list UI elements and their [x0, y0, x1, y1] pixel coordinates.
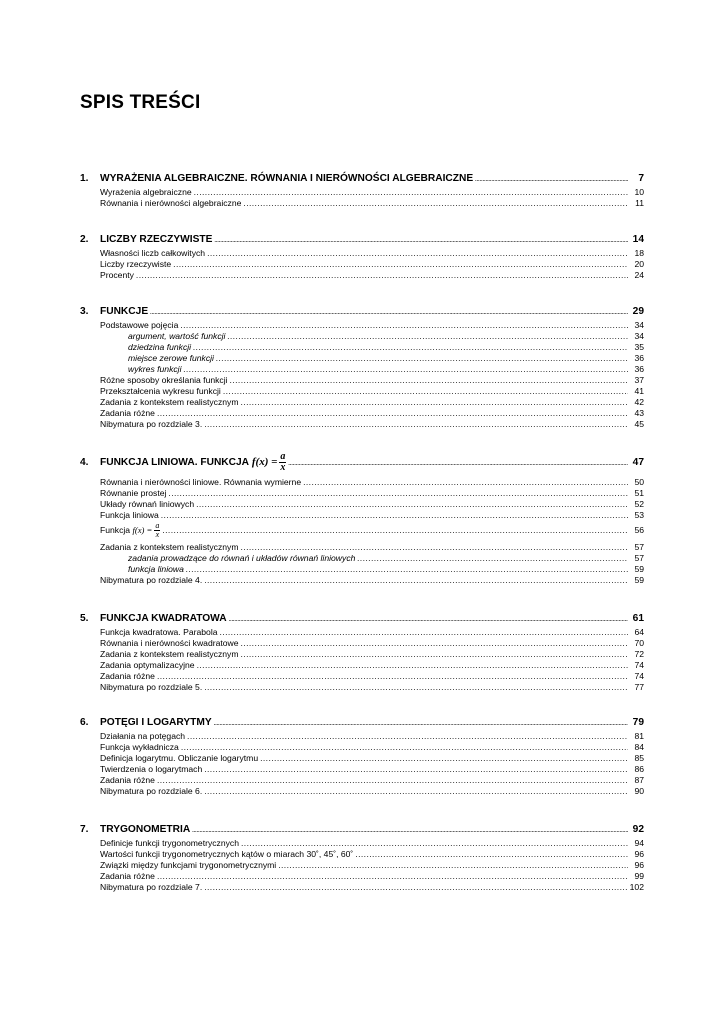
entry-page: 70	[634, 638, 644, 648]
toc-entry[interactable]	[80, 838, 644, 849]
chapter-page: 14	[632, 234, 644, 245]
dot-leader	[207, 248, 628, 259]
entry-page: 59	[634, 564, 644, 574]
chapter-title-text: FUNKCJA LINIOWA. FUNKCJA	[100, 457, 250, 469]
entry-label: Równania i nierówności algebraiczne	[100, 198, 242, 208]
toc-chapter-heading[interactable]	[80, 452, 644, 472]
dot-leader	[157, 671, 628, 682]
dot-leader	[161, 510, 628, 521]
entry-page: 35	[634, 342, 644, 352]
dot-leader	[241, 542, 628, 553]
toc-entry[interactable]	[80, 731, 644, 742]
chapter-title	[100, 452, 286, 473]
dot-leader	[173, 259, 628, 270]
entry-page: 99	[634, 871, 644, 881]
toc-entry[interactable]	[80, 408, 644, 419]
toc-entry[interactable]	[80, 510, 644, 521]
chapter-title: FUNKCJA KWADRATOWA	[100, 613, 227, 624]
entry-label: Nibymatura po rozdziale 5.	[100, 682, 203, 692]
chapter-number: 5.	[80, 613, 89, 624]
toc-entry[interactable]	[80, 270, 644, 281]
dot-leader	[157, 775, 628, 786]
toc-entry[interactable]	[80, 849, 644, 860]
fraction-numerator: a	[155, 521, 160, 531]
entry-label: funkcja liniowa	[128, 564, 184, 574]
dot-leader	[241, 638, 628, 649]
entry-page: 64	[634, 627, 644, 637]
dot-leader	[162, 521, 628, 539]
dot-leader	[214, 233, 628, 248]
chapter-number: 3.	[80, 306, 89, 317]
chapter-7	[80, 823, 644, 893]
toc-entry[interactable]	[80, 871, 644, 882]
toc-entry[interactable]	[80, 521, 644, 539]
entry-label: dziedzina funkcji	[128, 342, 192, 352]
chapter-number: 6.	[80, 717, 89, 728]
formula: f(x) =	[132, 525, 153, 535]
dot-leader	[216, 353, 628, 364]
entry-page: 87	[634, 775, 644, 785]
chapter-number: 4.	[80, 457, 89, 469]
dot-leader	[229, 612, 628, 627]
chapter-page: 7	[638, 173, 644, 184]
entry-label: Zadania różne	[100, 671, 155, 681]
fraction	[154, 522, 160, 539]
toc-chapter-heading[interactable]	[80, 612, 644, 626]
dot-leader	[204, 575, 628, 586]
entry-page: 34	[634, 331, 644, 341]
entry-label: Zadania różne	[100, 408, 155, 418]
entry-label: Funkcja liniowa	[100, 510, 159, 520]
chapter-number: 2.	[80, 234, 89, 245]
entry-page: 56	[634, 525, 644, 535]
entry-label: Różne sposoby określania funkcji	[100, 375, 228, 385]
entry-page: 85	[634, 753, 644, 763]
dot-leader	[187, 731, 628, 742]
dot-leader	[168, 488, 628, 499]
fraction-numerator: a	[280, 451, 286, 462]
chapter-title: WYRAŻENIA ALGEBRAICZNE. RÓWNANIA I NIERÓWNOŚCI ALGEBRAICZNE	[100, 173, 474, 184]
dot-leader	[186, 564, 628, 575]
entry-label: Funkcja wykładnicza	[100, 742, 179, 752]
dot-leader	[157, 408, 628, 419]
dot-leader	[230, 375, 628, 386]
toc-subentry[interactable]	[80, 342, 644, 353]
entry-page: 45	[634, 419, 644, 429]
entry-page: 36	[634, 364, 644, 374]
dot-leader	[204, 786, 628, 797]
entry-page: 57	[634, 542, 644, 552]
dot-leader	[475, 172, 628, 187]
entry-page: 96	[634, 860, 644, 870]
chapter-page: 47	[632, 457, 644, 469]
dot-leader	[194, 187, 628, 198]
chapter-page: 61	[632, 613, 644, 624]
fraction-denominator: x	[155, 530, 160, 540]
dot-leader	[241, 649, 628, 660]
entry-page: 37	[634, 375, 644, 385]
toc-subentry[interactable]	[80, 564, 644, 575]
chapter-page: 29	[632, 306, 644, 317]
toc-entry[interactable]	[80, 742, 644, 753]
entry-label: Twierdzenia o logarytmach	[100, 764, 203, 774]
toc-chapter-heading[interactable]	[80, 823, 644, 837]
entry-page: 10	[634, 187, 644, 197]
chapter-page: 92	[632, 824, 644, 835]
entry-label: Definicja logarytmu. Obliczanie logarytmu	[100, 753, 259, 763]
chapter-title: LICZBY RZECZYWISTE	[100, 234, 213, 245]
dot-leader	[180, 320, 628, 331]
toc-subentry[interactable]	[80, 364, 644, 375]
entry-page: 42	[634, 397, 644, 407]
page-title: SPIS TREŚCI	[80, 92, 201, 113]
toc-subentry[interactable]	[80, 331, 644, 342]
entry-page: 94	[634, 838, 644, 848]
entry-label: Działania na potęgach	[100, 731, 186, 741]
dot-leader	[288, 453, 628, 474]
entry-label: Zadania z kontekstem realistycznym	[100, 542, 239, 552]
entry-page: 77	[634, 682, 644, 692]
entry-page: 34	[634, 320, 644, 330]
entry-page: 36	[634, 353, 644, 363]
entry-page: 86	[634, 764, 644, 774]
toc-entry[interactable]	[80, 786, 644, 797]
toc-entry[interactable]	[80, 860, 644, 871]
toc-entry[interactable]	[80, 638, 644, 649]
entry-label: miejsce zerowe funkcji	[128, 353, 214, 363]
toc-entry[interactable]	[80, 542, 644, 553]
dot-leader	[136, 270, 628, 281]
toc-entry[interactable]	[80, 397, 644, 408]
chapter-page: 79	[632, 717, 644, 728]
dot-leader	[196, 499, 628, 510]
entry-label: Zadania różne	[100, 775, 155, 785]
entry-page: 11	[635, 198, 644, 208]
chapter-1	[80, 172, 644, 209]
dot-leader	[278, 860, 628, 871]
formula: f(x) =	[251, 456, 278, 469]
dot-leader	[303, 477, 628, 488]
entry-label: Zadania różne	[100, 871, 155, 881]
entry-page: 81	[634, 731, 644, 741]
toc-subentry[interactable]	[80, 353, 644, 364]
dot-leader	[355, 849, 628, 860]
dot-leader	[193, 342, 628, 353]
entry-page: 102	[629, 882, 644, 892]
entry-page: 41	[634, 386, 644, 396]
toc-entry[interactable]	[80, 753, 644, 764]
dot-leader	[197, 660, 628, 671]
toc-entry[interactable]	[80, 477, 644, 488]
dot-leader	[150, 305, 628, 320]
chapter-number: 1.	[80, 173, 89, 184]
entry-page: 74	[634, 671, 644, 681]
entry-page: 51	[634, 488, 644, 498]
toc-entry[interactable]	[80, 649, 644, 660]
dot-leader	[241, 397, 628, 408]
entry-label: Procenty	[100, 270, 134, 280]
dot-leader	[181, 742, 628, 753]
entry-page: 24	[634, 270, 644, 280]
entry-page: 18	[634, 248, 644, 258]
dot-leader	[204, 419, 628, 430]
chapter-title: TRYGONOMETRIA	[100, 824, 191, 835]
dot-leader	[204, 682, 628, 693]
dot-leader	[260, 753, 628, 764]
toc-chapter-heading[interactable]	[80, 172, 644, 186]
toc-entry[interactable]	[80, 775, 644, 786]
entry-label: Związki między funkcjami trygonometrycznymi	[100, 860, 277, 870]
entry-label: Wyrażenia algebraiczne	[100, 187, 192, 197]
entry-label	[100, 521, 160, 539]
toc-chapter-heading[interactable]	[80, 233, 644, 247]
entry-page: 72	[634, 649, 644, 659]
entry-label: Nibymatura po rozdziale 3.	[100, 419, 203, 429]
entry-page: 20	[634, 259, 644, 269]
dot-leader	[204, 764, 628, 775]
chapter-number: 7.	[80, 824, 89, 835]
chapter-6	[80, 716, 644, 797]
toc-chapter-heading[interactable]	[80, 716, 644, 730]
entry-label: Funkcja kwadratowa. Parabola	[100, 627, 218, 637]
entry-label: Liczby rzeczywiste	[100, 259, 172, 269]
entry-page: 74	[634, 660, 644, 670]
dot-leader	[192, 823, 628, 838]
entry-label: Własności liczb całkowitych	[100, 248, 206, 258]
dot-leader	[214, 716, 628, 731]
entry-label: Nibymatura po rozdziale 4.	[100, 575, 203, 585]
toc-entry[interactable]	[80, 386, 644, 397]
entry-page: 59	[634, 575, 644, 585]
toc-entry[interactable]	[80, 259, 644, 270]
entry-label: Równanie prostej	[100, 488, 167, 498]
entry-page: 43	[634, 408, 644, 418]
entry-page: 90	[634, 786, 644, 796]
chapter-4	[80, 452, 644, 586]
dot-leader	[223, 386, 628, 397]
entry-label: wykres funkcji	[128, 364, 182, 374]
toc-entry[interactable]	[80, 419, 644, 430]
toc-subentry[interactable]	[80, 553, 644, 564]
dot-leader	[241, 838, 628, 849]
entry-label: Zadania z kontekstem realistycznym	[100, 649, 239, 659]
entry-label: zadania prowadzące do równań i układów równań liniowych	[128, 553, 356, 563]
toc-entry[interactable]	[80, 682, 644, 693]
entry-label: Układy równań liniowych	[100, 499, 195, 509]
toc-entry[interactable]	[80, 575, 644, 586]
dot-leader	[243, 198, 628, 209]
entry-label: Nibymatura po rozdziale 7.	[100, 882, 203, 892]
fraction-denominator: x	[280, 462, 286, 473]
toc-entry[interactable]	[80, 187, 644, 198]
dot-leader	[357, 553, 628, 564]
toc-entry[interactable]	[80, 660, 644, 671]
entry-label: Równania i nierówności kwadratowe	[100, 638, 239, 648]
dot-leader	[204, 882, 627, 893]
toc-entry[interactable]	[80, 764, 644, 775]
toc-entry[interactable]	[80, 248, 644, 259]
toc-entry[interactable]	[80, 499, 644, 510]
entry-label-text: Funkcja	[100, 525, 131, 535]
chapter-2	[80, 233, 644, 281]
entry-label: Podstawowe pojęcia	[100, 320, 179, 330]
entry-page: 53	[634, 510, 644, 520]
entry-page: 50	[634, 477, 644, 487]
dot-leader	[157, 871, 628, 882]
toc-entry[interactable]	[80, 671, 644, 682]
entry-label: Przekształcenia wykresu funkcji	[100, 386, 221, 396]
chapter-5	[80, 612, 644, 693]
entry-page: 57	[634, 553, 644, 563]
entry-page: 96	[634, 849, 644, 859]
toc-chapter-heading[interactable]	[80, 305, 644, 319]
entry-label: argument, wartość funkcji	[128, 331, 226, 341]
entry-label: Zadania z kontekstem realistycznym	[100, 397, 239, 407]
toc-entry[interactable]	[80, 488, 644, 499]
dot-leader	[220, 627, 628, 638]
toc-entry[interactable]	[80, 375, 644, 386]
entry-label: Definicje funkcji trygonometrycznych	[100, 838, 239, 848]
entry-label: Wartości funkcji trygonometrycznych kątów o miarach 30˚, 45˚, 60˚	[100, 849, 354, 859]
entry-page: 84	[634, 742, 644, 752]
chapter-3	[80, 305, 644, 430]
entry-page: 52	[634, 499, 644, 509]
chapter-title: FUNKCJE	[100, 306, 149, 317]
dot-leader	[183, 364, 628, 375]
entry-label: Nibymatura po rozdziale 6.	[100, 786, 203, 796]
entry-label: Zadania optymalizacyjne	[100, 660, 195, 670]
chapter-title: POTĘGI I LOGARYTMY	[100, 717, 212, 728]
toc-entry[interactable]	[80, 320, 644, 331]
toc-entry[interactable]	[80, 198, 644, 209]
dot-leader	[227, 331, 628, 342]
toc-entry[interactable]	[80, 627, 644, 638]
entry-label: Równania i nierówności liniowe. Równania wymierne	[100, 477, 302, 487]
toc-entry[interactable]	[80, 882, 644, 893]
fraction	[279, 452, 286, 473]
